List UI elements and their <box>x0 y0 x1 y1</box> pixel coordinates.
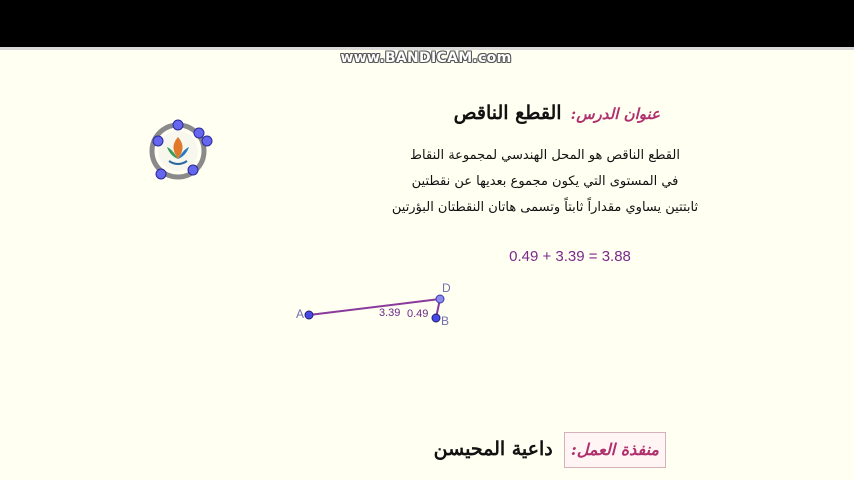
video-top-bar <box>0 0 854 47</box>
distance-ad-label: 3.39 <box>379 307 401 319</box>
point-b-label: B <box>441 314 450 328</box>
lesson-title-label: عنوان الدرس: <box>570 105 660 123</box>
bandicam-watermark: www.BANDICAM.com <box>340 50 512 66</box>
lesson-title-value: القطع الناقص <box>453 102 562 124</box>
point-d[interactable] <box>436 295 444 303</box>
definition-line: القطع الناقص هو المحل الهندسي لمجموعة النقاط <box>410 148 680 163</box>
distance-sum-equation: 0.49 + 3.39 = 3.88 <box>509 248 631 265</box>
point-a[interactable] <box>305 311 313 319</box>
point-d-label: D <box>442 281 451 295</box>
definition-line: ثابتتين يساوي مقداراً ثابتاً وتسمى هاتان النقطتان البؤرتين <box>391 200 699 215</box>
distance-bd-label: 0.49 <box>407 308 429 320</box>
credit-label: منفذة العمل: <box>564 432 666 468</box>
definition-line: في المستوى التي يكون مجموع بعديها عن نقطتين <box>411 174 679 189</box>
credits <box>410 432 666 472</box>
point-b[interactable] <box>432 314 440 322</box>
point-a-label: A <box>296 307 305 321</box>
school-logo <box>143 117 215 183</box>
credit-author-name: داعية المحيسن <box>433 438 553 460</box>
ellipse-definition <box>380 143 710 221</box>
lesson-title <box>420 102 660 136</box>
